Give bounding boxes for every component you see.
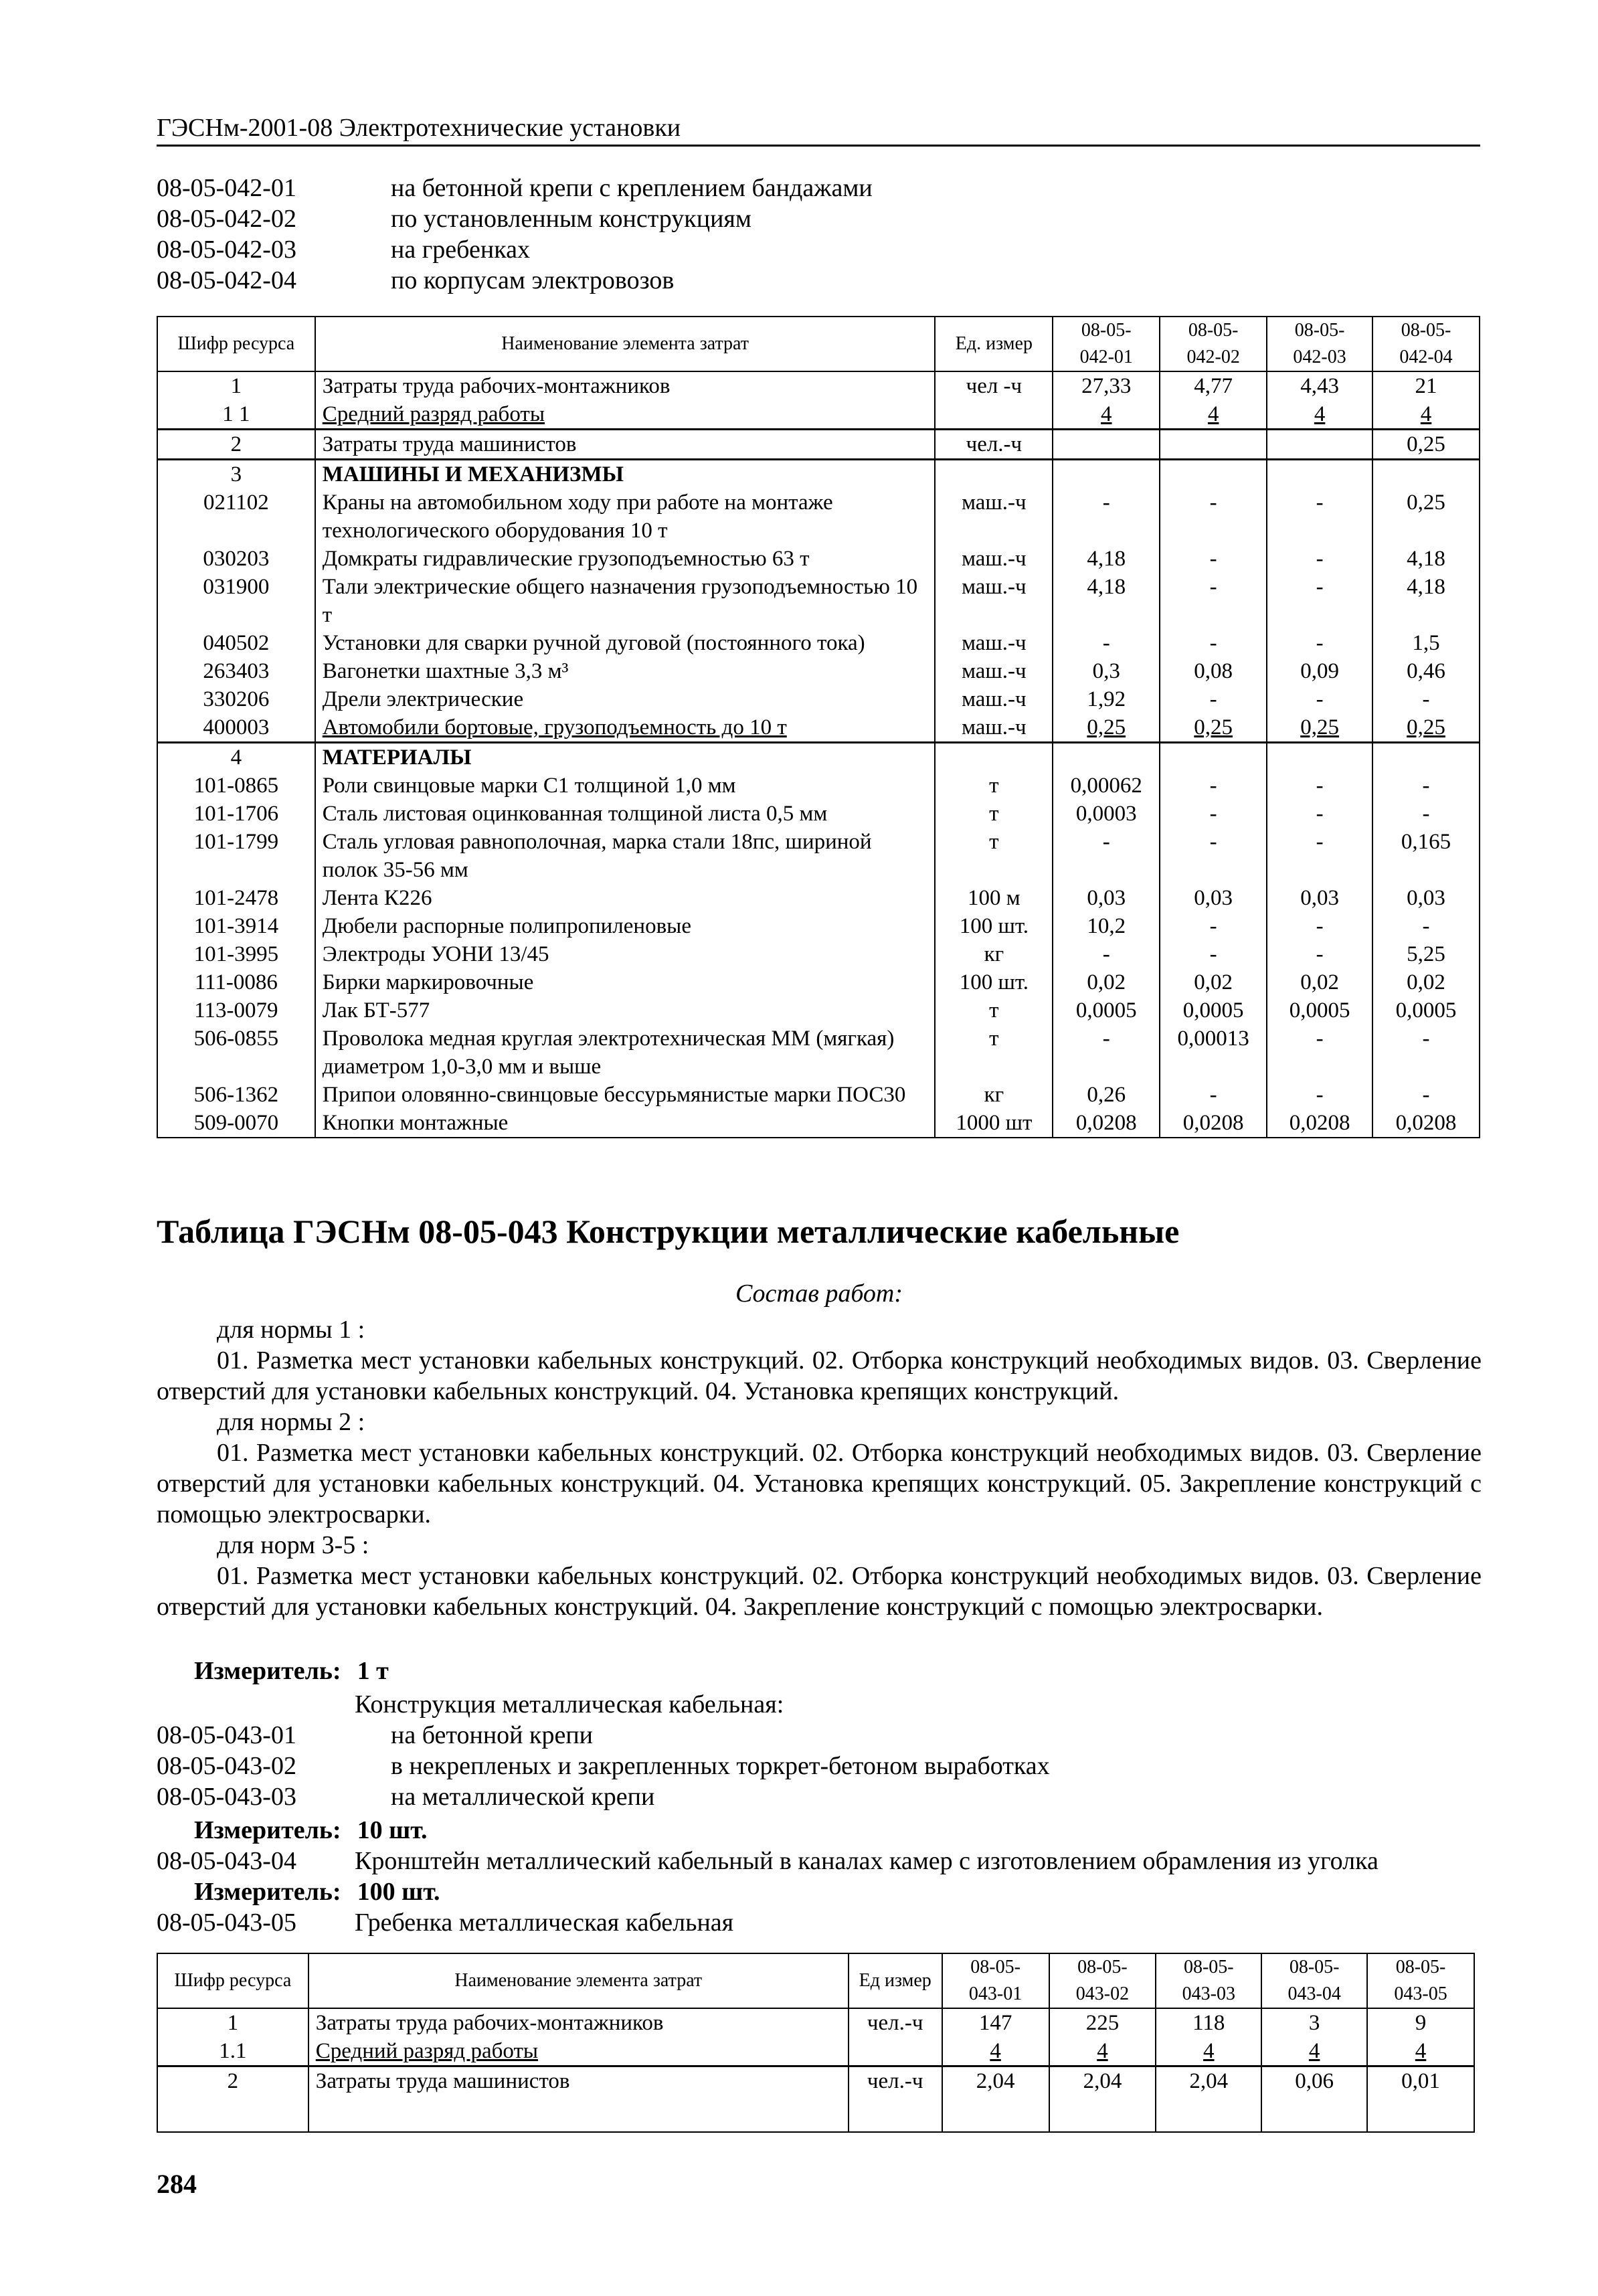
value-cell: - <box>1267 912 1372 940</box>
table-row <box>157 1081 1480 1109</box>
resource-code-cell: 3 <box>157 460 315 489</box>
value-cell: 21 <box>1372 371 1480 400</box>
norm-code: 08-05-042-02 <box>157 205 296 233</box>
resource-code-cell: 263403 <box>157 657 315 685</box>
value-cell: 0,0005 <box>1267 996 1372 1025</box>
column-header: 08-05- 043-02 <box>1049 1953 1156 2008</box>
resource-code-cell: 101-3914 <box>157 912 315 940</box>
norm-code-043-04: 08-05-043-04 Кронштейн металлический кабельный в каналах камер с изготовлением обрамления из уголка <box>157 1847 1379 1875</box>
value-cell: 10,2 <box>1053 912 1160 940</box>
value-cell: 0,25 <box>1267 713 1372 743</box>
value-cell: 4 <box>1053 400 1160 430</box>
value-cell: 0,0005 <box>1160 996 1267 1025</box>
resource-name-cell: Краны на автомобильном ходу при работе на монтаже технологического оборудования 10 т <box>315 489 936 545</box>
page-header: ГЭСНм-2001-08 Электротехнические установки <box>157 112 1480 147</box>
norm-code: 08-05-042-04 <box>157 266 296 294</box>
table-row <box>157 2066 1474 2133</box>
table-row <box>157 2037 1474 2066</box>
resource-code-cell: 1 <box>157 2008 308 2037</box>
value-cell: 0,06 <box>1261 2066 1367 2133</box>
table-row <box>157 800 1480 828</box>
value-cell: 4 <box>1367 2037 1474 2066</box>
value-cell: - <box>1160 489 1267 545</box>
value-cell: - <box>1372 1081 1480 1109</box>
unit-cell <box>935 400 1053 430</box>
resource-name-cell: Затраты труда машинистов <box>315 430 936 460</box>
unit-cell: кг <box>935 940 1053 968</box>
resource-code-cell: 021102 <box>157 489 315 545</box>
resource-name-cell: Кнопки монтажные <box>315 1109 936 1138</box>
unit-cell: маш.-ч <box>935 685 1053 713</box>
value-cell: - <box>1267 940 1372 968</box>
value-cell: - <box>1372 800 1480 828</box>
norm-code-row <box>157 265 873 296</box>
unit-cell: маш.-ч <box>935 489 1053 545</box>
value-cell: 0,03 <box>1267 884 1372 912</box>
value-cell: 5,25 <box>1372 940 1480 968</box>
value-cell: - <box>1267 685 1372 713</box>
norm-code: 08-05-042-01 <box>157 174 296 202</box>
value-cell: 0,02 <box>1267 968 1372 996</box>
value-cell: - <box>1267 545 1372 573</box>
table-row <box>157 489 1480 545</box>
norm-code-row <box>157 1720 1050 1751</box>
column-header: 08-05- 042-01 <box>1053 317 1160 371</box>
column-header: Ед измер <box>849 1953 942 2008</box>
resource-name-cell: Роли свинцовые марки С1 толщиной 1,0 мм <box>315 772 936 800</box>
unit-cell: т <box>935 772 1053 800</box>
norm-code: 08-05-042-03 <box>157 236 296 264</box>
value-cell: 0,26 <box>1053 1081 1160 1109</box>
resource-code-cell: 506-1362 <box>157 1081 315 1109</box>
value-cell: 0,0208 <box>1372 1109 1480 1138</box>
value-cell <box>1053 430 1160 460</box>
unit-cell <box>849 2037 942 2066</box>
value-cell: - <box>1267 1025 1372 1081</box>
work-steps-paragraph: 01. Разметка мест установки кабельных конструкций. 02. Отборка конструкций необходимых видов. 03. Сверление отверстий для установки кабельных конструкций. 04. Установка крепящих конструкций. 05. Закрепление конструкций с помощью электросварки. <box>157 1439 1482 1528</box>
column-header: Ед. измер <box>935 317 1053 371</box>
value-cell: - <box>1053 940 1160 968</box>
resource-code-cell: 2 <box>157 430 315 460</box>
resource-name-cell: Дрели электрические <box>315 685 936 713</box>
table-row <box>157 772 1480 800</box>
work-steps-paragraph: 01. Разметка мест установки кабельных конструкций. 02. Отборка конструкций необходимых видов. 03. Сверление отверстий для установки кабельных конструкций. 04. Установка крепящих конструкций. <box>157 1346 1482 1405</box>
value-cell: - <box>1053 1025 1160 1081</box>
table-row <box>157 912 1480 940</box>
value-cell: - <box>1267 772 1372 800</box>
value-cell: 1,5 <box>1372 629 1480 657</box>
value-cell: 0,09 <box>1267 657 1372 685</box>
value-cell: 0,0208 <box>1160 1109 1267 1138</box>
value-cell <box>1267 430 1372 460</box>
resource-name-cell: Затраты труда рабочих-монтажников <box>308 2008 849 2037</box>
unit-cell <box>935 743 1053 772</box>
resource-name-cell: Тали электрические общего назначения грузоподъемностью 10 т <box>315 573 936 629</box>
unit-cell <box>935 460 1053 489</box>
work-composition-title: Состав работ: <box>735 1279 903 1308</box>
resource-table-043 <box>157 1953 1475 2133</box>
value-cell: - <box>1053 489 1160 545</box>
resource-code-cell: 101-0865 <box>157 772 315 800</box>
value-cell: 2,04 <box>942 2066 1049 2133</box>
norm-description: на бетонной крепи <box>391 1721 594 1749</box>
table-row <box>157 2008 1474 2037</box>
value-cell <box>1053 743 1160 772</box>
meter-3: Измеритель: 100 шт. <box>194 1878 440 1906</box>
value-cell: - <box>1372 912 1480 940</box>
table-row <box>157 1025 1480 1081</box>
value-cell: 2,04 <box>1156 2066 1261 2133</box>
resource-code-cell: 1 1 <box>157 400 315 430</box>
resource-name-cell: МАТЕРИАЛЫ <box>315 743 936 772</box>
resource-code-cell: 101-2478 <box>157 884 315 912</box>
work-composition-text <box>157 1314 1482 1622</box>
norm-code-row <box>157 234 873 265</box>
resource-code-cell: 113-0079 <box>157 996 315 1025</box>
resource-code-cell: 101-3995 <box>157 940 315 968</box>
value-cell: 0,25 <box>1372 713 1480 743</box>
table-row <box>157 400 1480 430</box>
table-row <box>157 1109 1480 1138</box>
resource-code-cell: 1 <box>157 371 315 400</box>
value-cell: 0,25 <box>1372 489 1480 545</box>
resource-name-cell: Затраты труда рабочих-монтажников <box>315 371 936 400</box>
unit-cell: 100 м <box>935 884 1053 912</box>
value-cell: 0,3 <box>1053 657 1160 685</box>
resource-code-cell: 2 <box>157 2066 308 2133</box>
value-cell: - <box>1267 828 1372 884</box>
value-cell: 4 <box>1261 2037 1367 2066</box>
norm-code: 08-05-043-03 <box>157 1783 296 1811</box>
resource-name-cell: Сталь листовая оцинкованная толщиной листа 0,5 мм <box>315 800 936 828</box>
unit-cell: чел.-ч <box>849 2008 942 2037</box>
value-cell: 4,18 <box>1372 573 1480 629</box>
value-cell: 225 <box>1049 2008 1156 2037</box>
value-cell <box>1160 460 1267 489</box>
table-row <box>157 713 1480 743</box>
value-cell <box>1160 743 1267 772</box>
column-header: Наименование элемента затрат <box>308 1953 849 2008</box>
value-cell: 0,25 <box>1372 430 1480 460</box>
resource-code-cell: 040502 <box>157 629 315 657</box>
unit-cell: т <box>935 1025 1053 1081</box>
table-row <box>157 545 1480 573</box>
norm-description: на гребенках <box>391 236 530 264</box>
table-row <box>157 884 1480 912</box>
column-header: 08-05- 042-03 <box>1267 317 1372 371</box>
resource-name-cell: Автомобили бортовые, грузоподъемность до 10 т <box>315 713 936 743</box>
value-cell: 0,25 <box>1160 713 1267 743</box>
norm-scope-label: для нормы 2 : <box>217 1408 365 1436</box>
resource-name-cell: Сталь угловая равнополочная, марка стали 18пс, шириной полок 35-56 мм <box>315 828 936 884</box>
resource-code-cell: 509-0070 <box>157 1109 315 1138</box>
norm-code: 08-05-043-01 <box>157 1721 296 1749</box>
resource-name-cell: Припои оловянно-свинцовые бессурьмянистые марки ПОС30 <box>315 1081 936 1109</box>
table-row <box>157 430 1480 460</box>
value-cell: 0,25 <box>1053 713 1160 743</box>
resource-name-cell: Проволока медная круглая электротехническая ММ (мягкая) диаметром 1,0-3,0 мм и выше <box>315 1025 936 1081</box>
value-cell: 9 <box>1367 2008 1474 2037</box>
resource-name-cell: Лента К226 <box>315 884 936 912</box>
table-row <box>157 573 1480 629</box>
resource-code-cell: 111-0086 <box>157 968 315 996</box>
value-cell <box>1267 460 1372 489</box>
value-cell: - <box>1053 828 1160 884</box>
resource-code-cell: 101-1799 <box>157 828 315 884</box>
norm-description: в некрепленых и закрепленных торкрет-бетоном выработках <box>391 1752 1050 1780</box>
value-cell <box>1160 430 1267 460</box>
norm-description: на металлической крепи <box>391 1783 655 1811</box>
value-cell: 0,08 <box>1160 657 1267 685</box>
value-cell: - <box>1267 573 1372 629</box>
column-header: Наименование элемента затрат <box>315 317 936 371</box>
resource-name-cell: Электроды УОНИ 13/45 <box>315 940 936 968</box>
resource-name-cell: Средний разряд работы <box>308 2037 849 2066</box>
value-cell: 0,165 <box>1372 828 1480 884</box>
value-cell: - <box>1372 1025 1480 1081</box>
value-cell: 0,02 <box>1372 968 1480 996</box>
unit-cell: маш.-ч <box>935 545 1053 573</box>
value-cell: 4,18 <box>1053 573 1160 629</box>
column-header: Шифр ресурса <box>157 1953 308 2008</box>
resource-name-cell: Установки для сварки ручной дуговой (постоянного тока) <box>315 629 936 657</box>
value-cell: - <box>1160 545 1267 573</box>
resource-name-cell: Средний разряд работы <box>315 400 936 430</box>
unit-cell: 100 шт. <box>935 912 1053 940</box>
norm-description: по корпусам электровозов <box>391 266 675 294</box>
value-cell: 4 <box>1156 2037 1261 2066</box>
value-cell: 4,18 <box>1372 545 1480 573</box>
resource-name-cell: МАШИНЫ И МЕХАНИЗМЫ <box>315 460 936 489</box>
value-cell: 4 <box>1267 400 1372 430</box>
value-cell: 0,0003 <box>1053 800 1160 828</box>
unit-cell: чел -ч <box>935 371 1053 400</box>
norm-code-row <box>157 1751 1050 1781</box>
resource-code-cell: 1.1 <box>157 2037 308 2066</box>
table-row <box>157 657 1480 685</box>
table-row <box>157 371 1480 400</box>
value-cell: 1,92 <box>1053 685 1160 713</box>
value-cell <box>1372 743 1480 772</box>
section-title: Таблица ГЭСНм 08-05-043 Конструкции металлические кабельные <box>157 1213 1180 1250</box>
resource-name-cell: Затраты труда машинистов <box>308 2066 849 2133</box>
value-cell: 0,0208 <box>1053 1109 1160 1138</box>
value-cell: - <box>1160 828 1267 884</box>
value-cell: - <box>1160 1081 1267 1109</box>
unit-cell: маш.-ч <box>935 573 1053 629</box>
unit-cell: т <box>935 996 1053 1025</box>
norm-description: на бетонной крепи с креплением бандажами <box>391 174 873 202</box>
value-cell: - <box>1160 629 1267 657</box>
value-cell: 147 <box>942 2008 1049 2037</box>
value-cell: 0,02 <box>1053 968 1160 996</box>
table-row <box>157 968 1480 996</box>
value-cell: - <box>1160 772 1267 800</box>
column-header: 08-05- 043-04 <box>1261 1953 1367 2008</box>
resource-code-cell: 101-1706 <box>157 800 315 828</box>
value-cell: 4,18 <box>1053 545 1160 573</box>
unit-cell: кг <box>935 1081 1053 1109</box>
norm-code-list <box>157 173 873 296</box>
table-row <box>157 828 1480 884</box>
table-row <box>157 629 1480 657</box>
unit-cell: 1000 шт <box>935 1109 1053 1138</box>
work-steps-paragraph: 01. Разметка мест установки кабельных конструкций. 02. Отборка конструкций необходимых видов. 03. Сверление отверстий для установки кабельных конструкций. 04. Закрепление конструкций с помощью электросварки. <box>157 1562 1482 1621</box>
unit-cell: т <box>935 800 1053 828</box>
table-row <box>157 685 1480 713</box>
unit-cell: маш.-ч <box>935 713 1053 743</box>
value-cell: 0,00062 <box>1053 772 1160 800</box>
column-header: Шифр ресурса <box>157 317 315 371</box>
column-header: 08-05- 043-05 <box>1367 1953 1474 2008</box>
value-cell: 0,0005 <box>1053 996 1160 1025</box>
resource-name-cell: Вагонетки шахтные 3,3 м³ <box>315 657 936 685</box>
column-header: 08-05- 043-01 <box>942 1953 1049 2008</box>
value-cell: 27,33 <box>1053 371 1160 400</box>
unit-cell: т <box>935 828 1053 884</box>
resource-table-042 <box>157 316 1480 1138</box>
value-cell: 0,03 <box>1160 884 1267 912</box>
value-cell: - <box>1372 685 1480 713</box>
value-cell: 0,01 <box>1367 2066 1474 2133</box>
group-caption: Конструкция металлическая кабельная: <box>355 1690 784 1718</box>
resource-code-cell: 330206 <box>157 685 315 713</box>
resource-name-cell: Лак БТ-577 <box>315 996 936 1025</box>
value-cell: 4,43 <box>1267 371 1372 400</box>
column-header: 08-05- 042-04 <box>1372 317 1480 371</box>
value-cell <box>1053 460 1160 489</box>
value-cell: - <box>1160 685 1267 713</box>
value-cell: 4,77 <box>1160 371 1267 400</box>
resource-name-cell: Дюбели распорные полипропиленовые <box>315 912 936 940</box>
value-cell: 0,00013 <box>1160 1025 1267 1081</box>
value-cell: - <box>1267 800 1372 828</box>
value-cell: - <box>1267 629 1372 657</box>
value-cell: - <box>1053 629 1160 657</box>
value-cell: 3 <box>1261 2008 1367 2037</box>
meter-1: Измеритель: 1 т <box>194 1657 389 1685</box>
value-cell: - <box>1160 912 1267 940</box>
value-cell: 4 <box>942 2037 1049 2066</box>
value-cell <box>1267 743 1372 772</box>
value-cell: - <box>1160 800 1267 828</box>
value-cell: 4 <box>1372 400 1480 430</box>
unit-cell: 100 шт. <box>935 968 1053 996</box>
resource-code-cell: 400003 <box>157 713 315 743</box>
table-row <box>157 460 1480 489</box>
value-cell: 0,0005 <box>1372 996 1480 1025</box>
table-row <box>157 996 1480 1025</box>
value-cell: 4 <box>1160 400 1267 430</box>
value-cell: - <box>1267 489 1372 545</box>
norm-code-row <box>157 173 873 203</box>
norm-code-row <box>157 203 873 234</box>
resource-code-cell: 031900 <box>157 573 315 629</box>
norm-scope-label: для норм 3-5 : <box>217 1531 369 1559</box>
value-cell: - <box>1372 772 1480 800</box>
norm-code-list-043 <box>157 1720 1050 1812</box>
value-cell: 0,02 <box>1160 968 1267 996</box>
norm-code: 08-05-043-02 <box>157 1752 296 1780</box>
value-cell: 0,0208 <box>1267 1109 1372 1138</box>
value-cell: 0,03 <box>1053 884 1160 912</box>
unit-cell: маш.-ч <box>935 657 1053 685</box>
resource-name-cell: Домкраты гидравлические грузоподъемностью 63 т <box>315 545 936 573</box>
unit-cell: маш.-ч <box>935 629 1053 657</box>
column-header: 08-05- 042-02 <box>1160 317 1267 371</box>
resource-code-cell: 506-0855 <box>157 1025 315 1081</box>
value-cell: - <box>1160 940 1267 968</box>
value-cell: - <box>1267 1081 1372 1109</box>
value-cell: 4 <box>1049 2037 1156 2066</box>
norm-code-row <box>157 1781 1050 1812</box>
norm-description: по установленным конструкциям <box>391 205 751 233</box>
table-row <box>157 940 1480 968</box>
value-cell <box>1372 460 1480 489</box>
unit-cell: чел.-ч <box>935 430 1053 460</box>
norm-scope-label: для нормы 1 : <box>217 1316 365 1344</box>
value-cell: 0,03 <box>1372 884 1480 912</box>
page-number: 284 <box>157 2169 197 2199</box>
unit-cell: чел.-ч <box>849 2066 942 2133</box>
resource-name-cell: Бирки маркировочные <box>315 968 936 996</box>
resource-code-cell: 030203 <box>157 545 315 573</box>
value-cell: - <box>1160 573 1267 629</box>
value-cell: 2,04 <box>1049 2066 1156 2133</box>
resource-code-cell: 4 <box>157 743 315 772</box>
table-row <box>157 743 1480 772</box>
meter-2: Измеритель: 10 шт. <box>194 1816 428 1844</box>
value-cell: 0,46 <box>1372 657 1480 685</box>
norm-code-043-05: 08-05-043-05 Гребенка металлическая кабельная <box>157 1909 734 1937</box>
value-cell: 118 <box>1156 2008 1261 2037</box>
column-header: 08-05- 043-03 <box>1156 1953 1261 2008</box>
